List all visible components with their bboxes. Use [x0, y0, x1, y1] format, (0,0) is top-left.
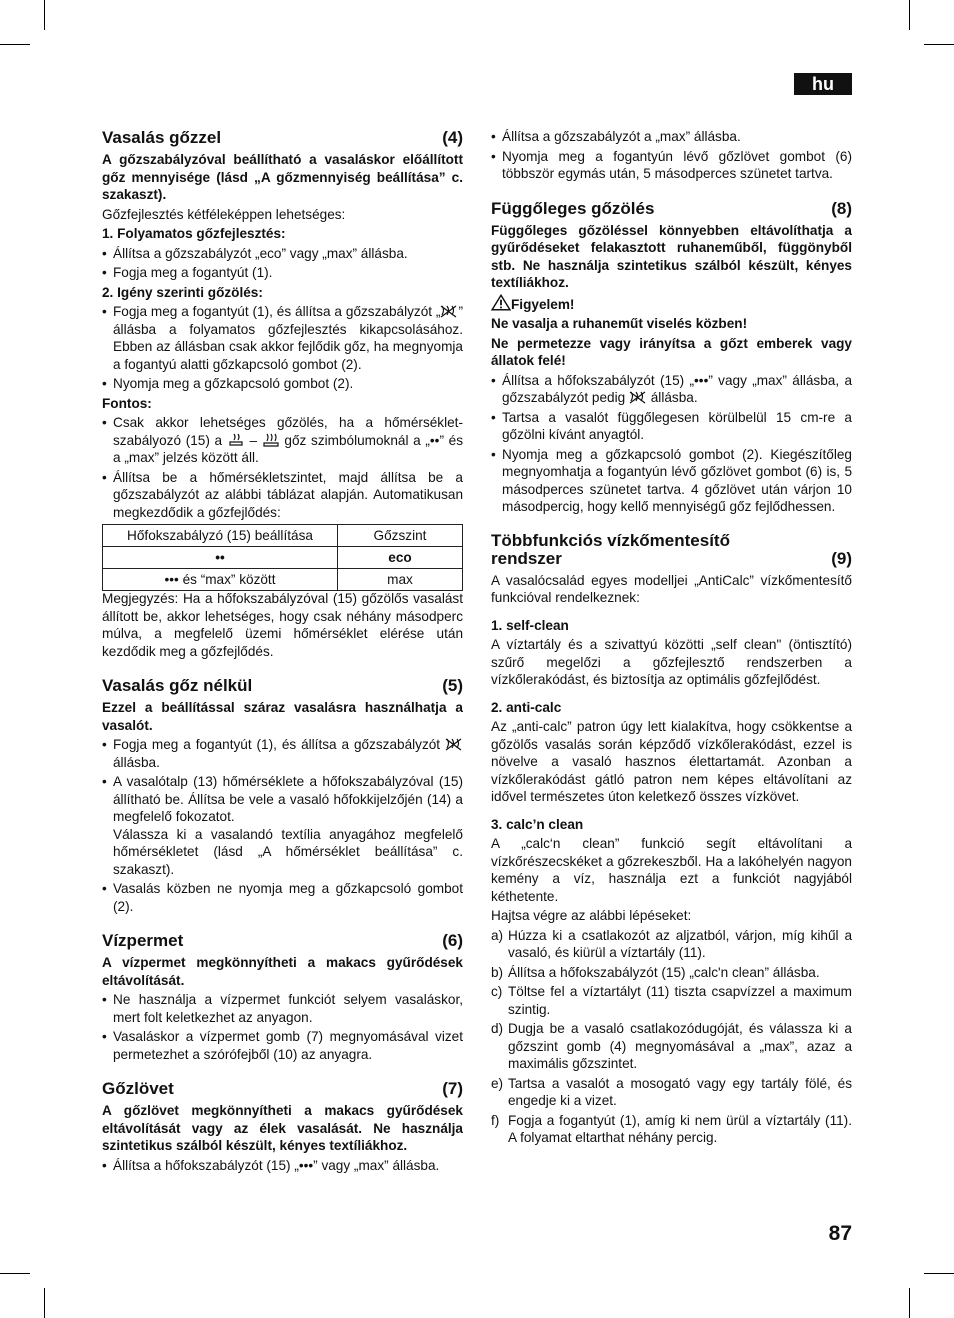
steam-high-icon: [262, 433, 280, 448]
bullet-list: [102, 880, 463, 915]
page-number: 87: [828, 1222, 852, 1245]
bullet-list: [102, 245, 463, 282]
language-badge: hu: [794, 73, 852, 95]
list-item: • Állítsa a gőzszabályzót a „max” állásba.: [491, 128, 852, 146]
list-item: e) Tartsa a vasalót a mosogató vagy egy tartály fölé, és engedje ki a vizet.: [491, 1075, 852, 1108]
section-intro: A vasalócsalád egyes modelljei „AntiCalc” vízkőmentesítő funkcióval rendelkeznek:: [491, 572, 852, 605]
right-column: [491, 128, 852, 1149]
bullet-list: [102, 414, 463, 521]
table-row: [103, 569, 463, 591]
crop-mark: [909, 1288, 910, 1318]
subheading: 1. Folyamatos gőzfejlesztés:: [102, 226, 286, 241]
bullet-list: [102, 1157, 463, 1175]
table-row: [103, 525, 463, 547]
section-heading: Többfunkciós vízkőmentesítő rendszer (9): [491, 530, 852, 568]
crop-mark: [924, 1273, 954, 1274]
subheading: 1. self-clean: [491, 617, 569, 633]
warning-icon: [491, 294, 511, 311]
crop-mark: [909, 0, 910, 30]
steam-low-icon: [227, 433, 245, 448]
list-item: • Állítsa a gőzszabályzót „eco” vagy „max” állásba.: [102, 245, 463, 263]
bullet-list: [102, 991, 463, 1063]
paragraph: A víztartály és a szivattyú közötti „self clean" (öntisztító) szűrő megelőzi a gőzfejlesztő rendszerben a vízkőlerakódást, és biztosítja az optimális gőzfejlődést.: [491, 637, 852, 687]
list-item: • Fogja meg a fogantyút (1).: [102, 264, 463, 282]
list-item: • Vasaláskor a vízpermet gomb (7) megnyomásával vizet permetezhet a szórófejből (10) az anyagra.: [102, 1028, 463, 1063]
crop-mark: [0, 1273, 30, 1274]
subheading: 3. calc’n clean: [491, 816, 584, 832]
section-heading: Vasalás gőz nélkül (5): [102, 676, 463, 695]
section-intro: A vízpermet megkönnyítheti a makacs gyűrődések eltávolítását.: [102, 955, 463, 988]
list-item: • Fogja meg a fogantyút (1), és állítsa a gőzszabályzót állásba.: [102, 736, 463, 771]
steps-list: [491, 927, 852, 1147]
list-item: • Vasalás közben ne nyomja meg a gőzkapcsoló gombot (2).: [102, 880, 463, 915]
list-item: • Csak akkor lehetséges gőzölés, ha a hőmérséklet-szabályozó (15) a – gőz szimbólumoknál a „••” és a „max” jelzés között áll.: [102, 414, 463, 467]
section-heading: Függőleges gőzölés (8): [491, 198, 852, 218]
list-item: • Nyomja meg a gőzkapcsoló gombot (2). Kiegészítőleg megnyomhatja a fogantyún lévő gőzlövet gombot (6) is, 5 másodperces szünetet tartva. 4 gőzlövet után várjon 10 másodpercig, hogy kellő mennyiségű gőz fejlődhessen.: [491, 446, 852, 516]
steam-off-icon: [440, 304, 458, 319]
warning-text: Ne permetezze vagy irányítsa a gőzt emberek vagy állatok felé!: [491, 335, 852, 368]
list-item: • Fogja meg a fogantyút (1), és állítsa a gőzszabályzót „ ” állásba a folyamatos gőzfejlesztés kikapcsolásához. Ebben az állásban csak akkor fejlődik gőz, ha megnyomja a fogantyú alatti gőzkapcsoló gombot (2).: [102, 303, 463, 373]
crop-mark: [0, 44, 30, 45]
section-intro: A gőzszabályzóval beállítható a vasaláskor előállított gőz mennyisége (lásd „A gőzmennyiség beállítása” c. szakaszt).: [102, 152, 463, 202]
table-cell: eco: [338, 547, 463, 569]
steam-off-icon: [629, 390, 647, 405]
list-item: a) Húzza ki a csatlakozót az aljzatból, várjon, míg kihűl a vasaló, és kiürül a víztartály (11).: [491, 927, 852, 960]
steam-off-icon: [445, 737, 463, 752]
section-intro: A gőzlövet megkönnyítheti a makacs gyűrődések eltávolítását vagy az élek vasalását. Ne használja szintetikus szálból készült, kényes textíliákhoz.: [102, 1103, 463, 1153]
paragraph: Az „anti-calc” patron úgy lett kialakítva, hogy csökkentse a gőzölős vasalás során képződő vízkőlerakódást, ezzel is növelve a vasaló hasznos élettartamát. Azonban a vízkőlerakódást gátló patron nem képes eltávolítani az idővel természetes úton keletkező összes vízkövet.: [491, 719, 852, 804]
list-item: • Nyomja meg a gőzkapcsoló gombot (2).: [102, 375, 463, 393]
paragraph: Válassza ki a vasalandó textília anyagához megfelelő hőmérsékletet (lásd „A hőmérséklet beállítása” c. szakaszt).: [113, 826, 463, 877]
table-cell: ••• és “max” között: [103, 569, 338, 591]
table-cell: ••: [103, 547, 338, 569]
note: Megjegyzés: Ha a hőfokszabályzóval (15) gőzölős vasalást állított be, akkor lehetséges, hogy csak néhány másodperc múlva, a megfelelő üzemi hőmérséklet elérése után kezdődik meg a gőzfejlődés.: [102, 591, 463, 659]
table-header-cell: Hőfokszabályzó (15) beállítása: [103, 525, 338, 547]
list-item: d) Dugja be a vasaló csatlakozódugóját, és válassza ki a gőzszint gomb (4) megnyomásával a „max”, azaz a maximális gőzszintet.: [491, 1021, 852, 1071]
list-item: • Ne használja a vízpermet funkciót selyem vasaláskor, mert folt keletkezhet az anyagon.: [102, 991, 463, 1026]
list-item: f) Fogja a fogantyút (1), amíg ki nem ürül a víztartály (11). A folyamat eltarthat néhány percig.: [491, 1112, 852, 1145]
crop-mark: [924, 44, 954, 45]
paragraph: Hajtsa végre az alábbi lépéseket:: [491, 908, 692, 923]
list-item: • Tartsa a vasalót függőlegesen körülbelül 15 cm-re a gőzölni kívánt anyagtól.: [491, 409, 852, 444]
bullet-list: [491, 128, 852, 183]
bullet-list: [102, 736, 463, 826]
paragraph: A „calc‘n clean” funkció segít eltávolítani a vízkőrészecskéket a gőzrekeszből. Ha a lakóhelyén nagyon kemény a víz, használja ezt a funkciót nagyjából kéthetente.: [491, 836, 852, 904]
left-column: [102, 128, 463, 1176]
list-item: c) Töltse fel a víztartályt (11) tiszta csapvízzel a maximum szintig.: [491, 984, 852, 1017]
section-heading: Vízpermet (6): [102, 931, 463, 950]
list-item: • Nyomja meg a fogantyún lévő gőzlövet gombot (6) többször egymás után, 5 másodperces szünetet tartva.: [491, 148, 852, 183]
crop-mark: [44, 0, 45, 30]
warning-line: Figyelem!: [491, 294, 852, 314]
steam-settings-table: [102, 524, 463, 591]
section-intro: Ezzel a beállítással száraz vasalásra használhatja a vasalót.: [102, 700, 463, 733]
table-row: [103, 547, 463, 569]
list-item: b) Állítsa a hőfokszabályzót (15) „calc'n clean” állásba.: [491, 964, 820, 980]
list-item: • A vasalótalp (13) hőmérséklete a hőfokszabályzóval (15) állítható be. Állítsa be vele a vasaló hőfokkijelzőjén (14) a megfelelő fokozatot.: [102, 773, 463, 826]
section-heading: Gőzlövet (7): [102, 1079, 463, 1098]
subheading: Fontos:: [102, 395, 152, 411]
subheading: 2. Igény szerinti gőzölés:: [102, 284, 263, 300]
table-header-cell: Gőzszint: [338, 525, 463, 547]
crop-mark: [44, 1288, 45, 1318]
bullet-list: [102, 303, 463, 393]
section-intro: Függőleges gőzöléssel könnyebben eltávolíthatja a gyűrődéseket felakasztott ruhaneműből, függönyből stb. Ne használja szintetikus szálból készült, kényes textíliákhoz.: [491, 222, 852, 290]
subheading: 2. anti-calc: [491, 699, 562, 715]
section-heading: Vasalás gőzzel (4): [102, 128, 463, 147]
list-item: • Állítsa a hőfokszabályzót (15) „•••” vagy „max” állásba, a gőzszabályzót pedig állásba.: [491, 372, 852, 407]
bullet-list: [491, 372, 852, 516]
warning-text: Ne vasalja a ruhaneműt viselés közben!: [491, 316, 748, 331]
paragraph: Gőzfejlesztés kétféleképpen lehetséges:: [102, 206, 346, 222]
table-cell: max: [338, 569, 463, 591]
list-item: • Állítsa be a hőmérsékletszintet, majd állítsa be a gőzszabályzót az alábbi táblázat alapján. Automatikusan megkezdődik a gőzfejlődés:: [102, 469, 463, 522]
list-item: • Állítsa a hőfokszabályzót (15) „•••” vagy „max” állásba.: [102, 1157, 463, 1175]
